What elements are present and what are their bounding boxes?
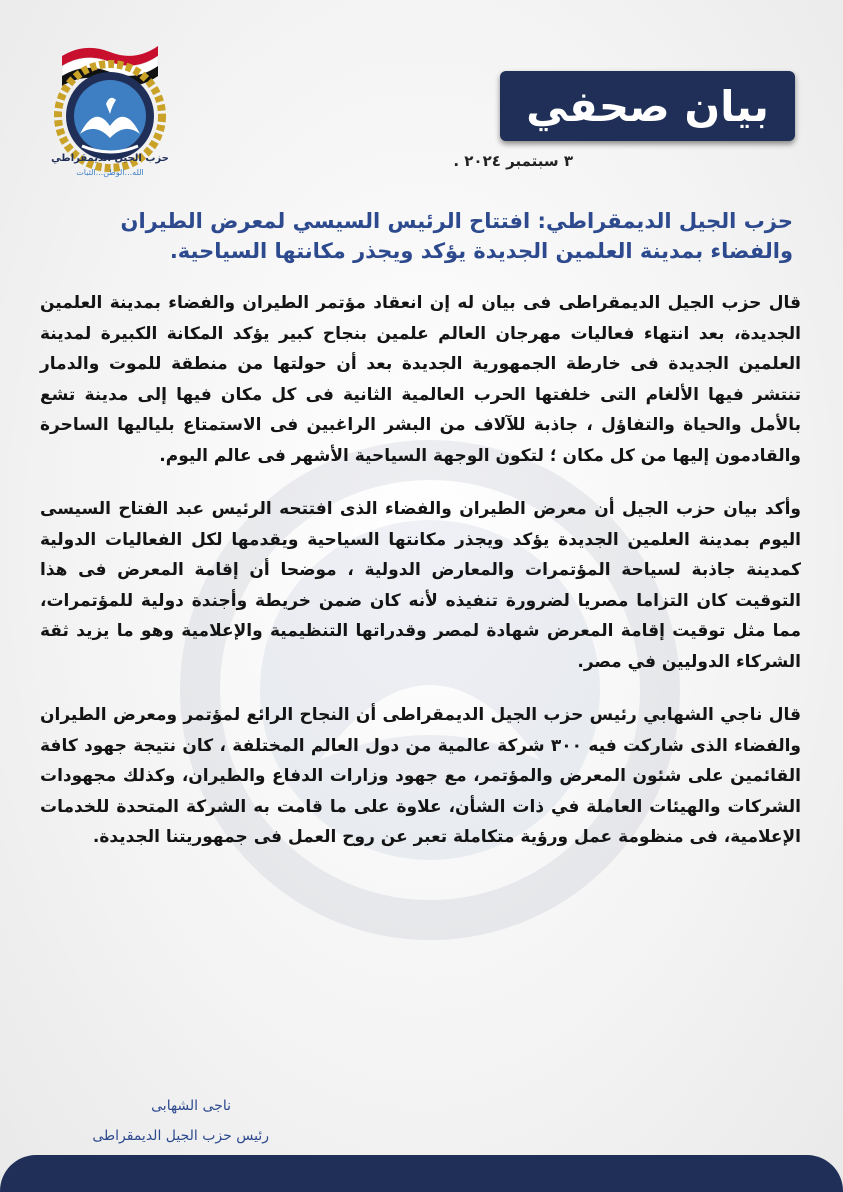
logo-slogan: الله...الوطن...الثبات <box>76 168 144 177</box>
signature-title: رئيس حزب الجيل الديمقراطى <box>92 1128 269 1144</box>
headline: حزب الجيل الديمقراطي: افتتاح الرئيس السيسي لمعرض الطيران والفضاء بمدينة العلمين الجديدة يؤكد ويجذر مكانتها السياحية. <box>120 209 793 263</box>
release-date: ٣ سبتمبر ٢٠٢٤ . <box>453 152 573 170</box>
paragraph-1: قال حزب الجيل الديمقراطى فى بيان له إن انعقاد مؤتمر الطيران والفضاء بمدينة العلمين الجديدة، بعد انتهاء فعاليات مهرجان العالم علمين بنجاح كبير يؤكد المكانة الكبيرة لمدينة العلمين الجديدة فى خارطة الجمهورية الجديدة بعد أن حولتها من منطقة للموت والدمار تنتشر فيها الألغام التى خلفتها الحرب العالمية الثانية فى كل مكان فيها إلى مدينة تشع بالأمل والحياة والتفاؤل ، جاذبة للآلاف من البشر الراغبين فى الاستمتاع بلياليها الساحرة والقادمون إليها من كل مكان ؛ لتكون الوجهة السياحية الأشهر فى عالم اليوم. <box>40 293 801 466</box>
banner-title: بيان صحفي <box>526 81 769 131</box>
logo-party-name: حزب الجيل الديمقراطي <box>51 153 169 164</box>
paragraph-3: قال ناجي الشهابي رئيس حزب الجيل الديمقراطى أن النجاح الرائع لمؤتمر ومعرض الطيران والفضاء الذى شاركت فيه ٣٠٠ شركة عالمية من دول العالم المختلفة ، كان نتيجة جهود كافة القائمين على شئون المعرض والمؤتمر، مع جهود وزارات الدفاع والطيران، وكذلك مجهودات الشركات والهيئات العاملة في ذات الشأن، علاوة على ما قامت به الشركة المتحدة للخدمات الإعلامية، فى منظومة عمل ورؤية متكاملة تعبر عن روح العمل فى جمهوريتنا الجديدة. <box>40 705 801 847</box>
press-release-banner <box>500 71 795 141</box>
body-text <box>40 288 801 876</box>
paragraph-2: وأكد بيان حزب الجيل أن معرض الطيران والفضاء الذى افتتحه الرئيس عبد الفتاح السيسى اليوم بمدينة العلمين الجديدة يؤكد ويجذر مكانتها السياحية ويقدمها لكل الفعاليات الدولية كمدينة جاذبة لسياحة المؤتمرات والمعارض الدولية ، موضحا أن إقامة المعرض فى هذا التوقيت كان التزاما مصريا لضرورة تنفيذه لأنه كان ضمن خريطة وأجندة دولية للمؤتمرات، مما مثل توقيت إقامة المعرض شهادة لمصر وقدراتها التنظيمية والإعلامية وهو ما يزيد ثقة الشركاء الدوليين في مصر. <box>40 499 801 672</box>
signature-name: ناجى الشهابى <box>151 1098 231 1114</box>
footer-bar <box>0 1155 843 1192</box>
